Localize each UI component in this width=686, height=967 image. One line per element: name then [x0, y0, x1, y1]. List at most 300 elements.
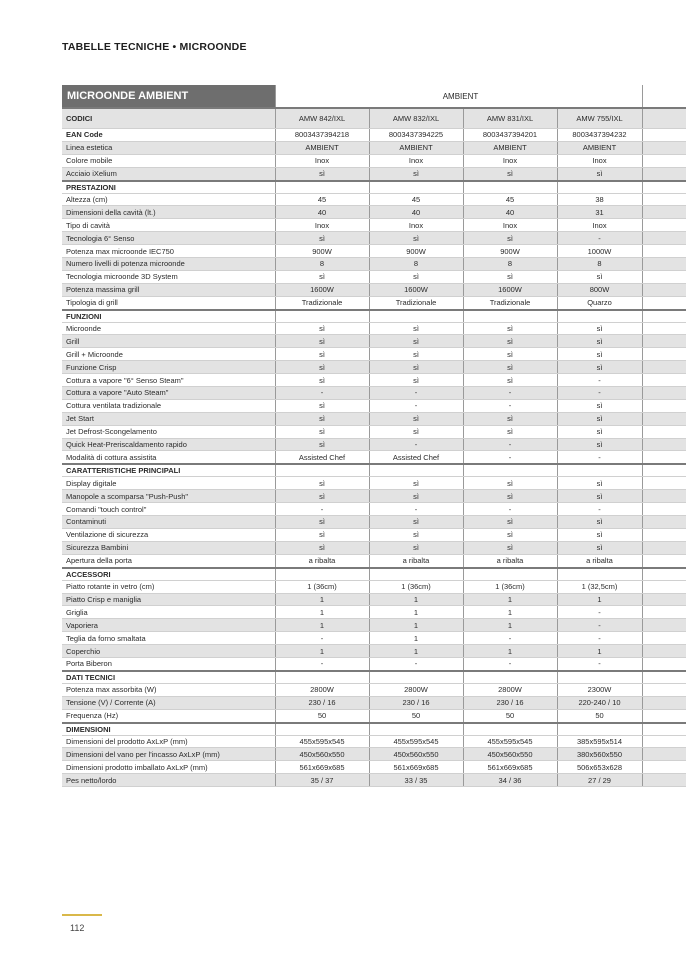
- table-row: [62, 154, 686, 167]
- row-label: Colore mobile: [62, 154, 275, 167]
- cell-value: 50: [557, 709, 642, 722]
- row-label: Vaporiera: [62, 619, 275, 632]
- cell-value: -: [463, 503, 557, 516]
- section-title: FUNZIONI: [62, 310, 275, 323]
- empty-column-cell: [642, 167, 686, 180]
- table-row: [62, 632, 686, 645]
- empty-column-cell: [642, 412, 686, 425]
- cell-value: sì: [557, 335, 642, 348]
- table-row: [62, 528, 686, 541]
- section-empty-cell: [642, 310, 686, 323]
- cell-value: sì: [463, 516, 557, 529]
- cell-value: 50: [275, 709, 369, 722]
- cell-value: -: [275, 387, 369, 400]
- empty-column-cell: [642, 516, 686, 529]
- empty-column-cell: [642, 696, 686, 709]
- row-label: Dimensioni prodotto imballato AxLxP (mm): [62, 761, 275, 774]
- cell-value: 1000W: [557, 245, 642, 258]
- cell-value: 38: [557, 193, 642, 206]
- empty-column-cell: [642, 270, 686, 283]
- cell-value: -: [463, 632, 557, 645]
- cell-value: 50: [463, 709, 557, 722]
- cell-value: a ribalta: [369, 554, 463, 567]
- cell-value: 1 (36cm): [463, 580, 557, 593]
- cell-value: sì: [557, 322, 642, 335]
- table-row: [62, 516, 686, 529]
- cell-value: Inox: [463, 154, 557, 167]
- row-label: Acciaio iXelium: [62, 167, 275, 180]
- empty-column-cell: [642, 361, 686, 374]
- empty-column-cell: [642, 735, 686, 748]
- cell-value: 900W: [275, 245, 369, 258]
- table-row: [62, 283, 686, 296]
- section-empty-cell: [557, 568, 642, 581]
- table-row: [62, 451, 686, 464]
- cell-value: sì: [463, 412, 557, 425]
- cell-value: 230 / 16: [369, 696, 463, 709]
- table-row: [62, 580, 686, 593]
- table-row: [62, 541, 686, 554]
- row-label: Tecnologia microonde 3D System: [62, 270, 275, 283]
- cell-value: 1: [369, 645, 463, 658]
- empty-column-cell: [642, 683, 686, 696]
- cell-value: 1: [463, 619, 557, 632]
- table-row: [62, 438, 686, 451]
- row-label: Piatto Crisp e maniglia: [62, 593, 275, 606]
- cell-value: -: [557, 619, 642, 632]
- cell-value: 1 (36cm): [369, 580, 463, 593]
- row-label: Tipo di cavità: [62, 219, 275, 232]
- row-label: Altezza (cm): [62, 193, 275, 206]
- cell-value: 450x560x550: [275, 748, 369, 761]
- section-header-row: [62, 464, 686, 477]
- section-empty-cell: [275, 464, 369, 477]
- model-code: AMW 831/IXL: [463, 108, 557, 129]
- cell-value: 455x595x545: [369, 735, 463, 748]
- cell-value: 1: [463, 593, 557, 606]
- cell-value: -: [557, 503, 642, 516]
- row-label: Manopole a scomparsa "Push-Push": [62, 490, 275, 503]
- cell-value: -: [463, 657, 557, 670]
- cell-value: -: [275, 632, 369, 645]
- cell-value: a ribalta: [275, 554, 369, 567]
- empty-column-cell: [642, 206, 686, 219]
- section-empty-cell: [275, 181, 369, 194]
- row-label: Tipologia di grill: [62, 296, 275, 309]
- empty-column-cell: [642, 606, 686, 619]
- empty-column-cell: [642, 387, 686, 400]
- cell-value: 8003437394225: [369, 129, 463, 142]
- empty-column-cell: [642, 193, 686, 206]
- section-title: DIMENSIONI: [62, 723, 275, 736]
- cell-value: -: [557, 657, 642, 670]
- cell-value: AMBIENT: [557, 141, 642, 154]
- cell-value: -: [369, 387, 463, 400]
- cell-value: 8003437394201: [463, 129, 557, 142]
- empty-column-cell: [642, 283, 686, 296]
- cell-value: sì: [463, 322, 557, 335]
- empty-column-cell: [642, 645, 686, 658]
- cell-value: sì: [275, 490, 369, 503]
- cell-value: sì: [557, 412, 642, 425]
- cell-value: sì: [369, 516, 463, 529]
- cell-value: 50: [369, 709, 463, 722]
- table-row: [62, 709, 686, 722]
- cell-value: sì: [369, 541, 463, 554]
- cell-value: 220-240 / 10: [557, 696, 642, 709]
- cell-value: 33 / 35: [369, 774, 463, 787]
- section-empty-cell: [557, 181, 642, 194]
- cell-value: 1: [463, 645, 557, 658]
- table-row: [62, 774, 686, 787]
- cell-value: sì: [369, 528, 463, 541]
- cell-value: 1: [369, 632, 463, 645]
- section-empty-cell: [369, 464, 463, 477]
- row-label: Coperchio: [62, 645, 275, 658]
- row-label: Tecnologia 6° Senso: [62, 232, 275, 245]
- table-row: [62, 129, 686, 142]
- line-name: AMBIENT: [275, 85, 642, 108]
- cell-value: -: [275, 657, 369, 670]
- cell-value: 1600W: [369, 283, 463, 296]
- cell-value: sì: [369, 167, 463, 180]
- empty-column-cell: [642, 232, 686, 245]
- cell-value: -: [463, 451, 557, 464]
- cell-value: Inox: [369, 154, 463, 167]
- row-label: EAN Code: [62, 129, 275, 142]
- cell-value: sì: [463, 232, 557, 245]
- table-row: [62, 645, 686, 658]
- cell-value: sì: [275, 167, 369, 180]
- table-row: [62, 232, 686, 245]
- specs-table: [62, 85, 686, 787]
- empty-column-cell: [642, 748, 686, 761]
- table-row: [62, 348, 686, 361]
- cell-value: sì: [463, 335, 557, 348]
- cell-value: 40: [463, 206, 557, 219]
- row-label: Quick Heat-Preriscaldamento rapido: [62, 438, 275, 451]
- cell-value: 40: [369, 206, 463, 219]
- cell-value: 1: [275, 606, 369, 619]
- section-empty-cell: [642, 671, 686, 684]
- cell-value: sì: [557, 167, 642, 180]
- empty-column-cell: [642, 490, 686, 503]
- table-row: [62, 167, 686, 180]
- cell-value: -: [557, 606, 642, 619]
- cell-value: 800W: [557, 283, 642, 296]
- cell-value: 900W: [369, 245, 463, 258]
- cell-value: 1: [369, 619, 463, 632]
- cell-value: sì: [369, 232, 463, 245]
- table-row: [62, 141, 686, 154]
- section-empty-cell: [275, 568, 369, 581]
- cell-value: sì: [275, 516, 369, 529]
- section-empty-cell: [275, 723, 369, 736]
- empty-column-cell: [642, 541, 686, 554]
- cell-value: sì: [463, 348, 557, 361]
- section-empty-cell: [463, 723, 557, 736]
- empty-column-cell: [642, 85, 686, 108]
- table-row: [62, 296, 686, 309]
- row-label: Piatto rotante in vetro (cm): [62, 580, 275, 593]
- table-row: [62, 606, 686, 619]
- cell-value: AMBIENT: [369, 141, 463, 154]
- codes-row: [62, 108, 686, 129]
- cell-value: sì: [463, 425, 557, 438]
- row-label: Funzione Crisp: [62, 361, 275, 374]
- section-empty-cell: [557, 723, 642, 736]
- cell-value: sì: [557, 425, 642, 438]
- row-label: Sicurezza Bambini: [62, 541, 275, 554]
- cell-value: sì: [369, 361, 463, 374]
- cell-value: AMBIENT: [275, 141, 369, 154]
- row-label: Dimensioni della cavità (lt.): [62, 206, 275, 219]
- table-row: [62, 490, 686, 503]
- cell-value: -: [463, 387, 557, 400]
- cell-value: sì: [557, 399, 642, 412]
- table-brand-row: [62, 85, 686, 108]
- empty-column-cell: [642, 657, 686, 670]
- row-label: Potenza massima grill: [62, 283, 275, 296]
- cell-value: 450x560x550: [369, 748, 463, 761]
- row-label: Numero livelli di potenza microonde: [62, 258, 275, 271]
- cell-value: 34 / 36: [463, 774, 557, 787]
- section-header-row: [62, 181, 686, 194]
- section-header-row: [62, 671, 686, 684]
- cell-value: Inox: [463, 219, 557, 232]
- section-empty-cell: [557, 310, 642, 323]
- table-row: [62, 374, 686, 387]
- cell-value: 230 / 16: [463, 696, 557, 709]
- empty-column-cell: [642, 451, 686, 464]
- cell-value: sì: [275, 270, 369, 283]
- cell-value: sì: [369, 477, 463, 490]
- cell-value: AMBIENT: [463, 141, 557, 154]
- row-label: Dimensioni del vano per l'incasso AxLxP (mm): [62, 748, 275, 761]
- table-row: [62, 657, 686, 670]
- cell-value: sì: [369, 348, 463, 361]
- section-title: CARATTERISTICHE PRINCIPALI: [62, 464, 275, 477]
- row-label: Grill: [62, 335, 275, 348]
- table-row: [62, 335, 686, 348]
- cell-value: sì: [463, 167, 557, 180]
- cell-value: sì: [557, 516, 642, 529]
- cell-value: -: [557, 632, 642, 645]
- cell-value: -: [369, 503, 463, 516]
- cell-value: 1600W: [275, 283, 369, 296]
- cell-value: Inox: [557, 219, 642, 232]
- cell-value: -: [557, 387, 642, 400]
- cell-value: -: [463, 399, 557, 412]
- table-row: [62, 619, 686, 632]
- cell-value: 1: [275, 645, 369, 658]
- cell-value: Quarzo: [557, 296, 642, 309]
- cell-value: sì: [275, 528, 369, 541]
- cell-value: sì: [369, 490, 463, 503]
- cell-value: sì: [275, 374, 369, 387]
- cell-value: sì: [275, 348, 369, 361]
- cell-value: sì: [557, 348, 642, 361]
- table-row: [62, 270, 686, 283]
- cell-value: sì: [557, 361, 642, 374]
- table-row: [62, 245, 686, 258]
- cell-value: 8: [275, 258, 369, 271]
- cell-value: 31: [557, 206, 642, 219]
- cell-value: 1: [557, 593, 642, 606]
- cell-value: sì: [369, 322, 463, 335]
- empty-column-cell: [642, 245, 686, 258]
- cell-value: 8: [557, 258, 642, 271]
- section-empty-cell: [369, 181, 463, 194]
- empty-column-cell: [642, 108, 686, 129]
- row-label: Pes netto/lordo: [62, 774, 275, 787]
- cell-value: sì: [557, 541, 642, 554]
- section-empty-cell: [369, 671, 463, 684]
- cell-value: sì: [463, 270, 557, 283]
- empty-column-cell: [642, 438, 686, 451]
- cell-value: 1 (36cm): [275, 580, 369, 593]
- table-row: [62, 696, 686, 709]
- empty-column-cell: [642, 258, 686, 271]
- empty-column-cell: [642, 477, 686, 490]
- empty-column-cell: [642, 709, 686, 722]
- section-empty-cell: [642, 723, 686, 736]
- codes-label: CODICI: [62, 108, 275, 129]
- cell-value: sì: [369, 425, 463, 438]
- table-row: [62, 206, 686, 219]
- table-row: [62, 503, 686, 516]
- row-label: Jet Defrost-Scongelamento: [62, 425, 275, 438]
- cell-value: sì: [275, 361, 369, 374]
- table-row: [62, 683, 686, 696]
- row-label: Cottura a vapore "6° Senso Steam": [62, 374, 275, 387]
- cell-value: 1600W: [463, 283, 557, 296]
- cell-value: sì: [463, 490, 557, 503]
- cell-value: 1 (32,5cm): [557, 580, 642, 593]
- empty-column-cell: [642, 580, 686, 593]
- cell-value: sì: [369, 335, 463, 348]
- empty-column-cell: [642, 296, 686, 309]
- table-row: [62, 361, 686, 374]
- empty-column-cell: [642, 619, 686, 632]
- cell-value: 450x560x550: [463, 748, 557, 761]
- table-row: [62, 258, 686, 271]
- cell-value: 1: [557, 645, 642, 658]
- cell-value: 561x669x685: [369, 761, 463, 774]
- cell-value: 455x595x545: [275, 735, 369, 748]
- empty-column-cell: [642, 774, 686, 787]
- cell-value: sì: [275, 322, 369, 335]
- section-empty-cell: [557, 671, 642, 684]
- cell-value: 455x595x545: [463, 735, 557, 748]
- cell-value: sì: [463, 477, 557, 490]
- cell-value: sì: [275, 477, 369, 490]
- cell-value: 1: [369, 606, 463, 619]
- row-label: Cottura a vapore "Auto Steam": [62, 387, 275, 400]
- section-empty-cell: [642, 464, 686, 477]
- cell-value: sì: [275, 232, 369, 245]
- cell-value: sì: [369, 270, 463, 283]
- cell-value: -: [557, 374, 642, 387]
- empty-column-cell: [642, 219, 686, 232]
- cell-value: sì: [557, 270, 642, 283]
- cell-value: -: [463, 438, 557, 451]
- row-label: Griglia: [62, 606, 275, 619]
- row-label: Microonde: [62, 322, 275, 335]
- section-empty-cell: [463, 181, 557, 194]
- table-row: [62, 477, 686, 490]
- cell-value: 1: [463, 606, 557, 619]
- cell-value: 900W: [463, 245, 557, 258]
- cell-value: sì: [275, 335, 369, 348]
- cell-value: -: [557, 451, 642, 464]
- table-row: [62, 735, 686, 748]
- section-empty-cell: [369, 568, 463, 581]
- cell-value: 2800W: [369, 683, 463, 696]
- cell-value: 8: [463, 258, 557, 271]
- row-label: Potenza max microonde IEC750: [62, 245, 275, 258]
- cell-value: 506x653x628: [557, 761, 642, 774]
- cell-value: 8003437394232: [557, 129, 642, 142]
- page-number: 112: [70, 923, 85, 933]
- table-row: [62, 425, 686, 438]
- model-code: AMW 832/IXL: [369, 108, 463, 129]
- cell-value: 561x669x685: [463, 761, 557, 774]
- empty-column-cell: [642, 632, 686, 645]
- model-code: AMW 755/IXL: [557, 108, 642, 129]
- cell-value: sì: [557, 490, 642, 503]
- cell-value: 35 / 37: [275, 774, 369, 787]
- cell-value: -: [369, 657, 463, 670]
- table-row: [62, 748, 686, 761]
- cell-value: 45: [463, 193, 557, 206]
- row-label: Modalità di cottura assistita: [62, 451, 275, 464]
- cell-value: sì: [275, 399, 369, 412]
- cell-value: 1: [275, 619, 369, 632]
- cell-value: sì: [463, 528, 557, 541]
- cell-value: a ribalta: [463, 554, 557, 567]
- table-header-label: MICROONDE AMBIENT: [62, 85, 275, 108]
- empty-column-cell: [642, 425, 686, 438]
- cell-value: Inox: [275, 219, 369, 232]
- row-label: Apertura della porta: [62, 554, 275, 567]
- cell-value: sì: [463, 374, 557, 387]
- cell-value: Inox: [369, 219, 463, 232]
- table-row: [62, 193, 686, 206]
- section-empty-cell: [463, 310, 557, 323]
- cell-value: Assisted Chef: [275, 451, 369, 464]
- section-empty-cell: [369, 723, 463, 736]
- cell-value: 8: [369, 258, 463, 271]
- row-label: Grill + Microonde: [62, 348, 275, 361]
- cell-value: sì: [463, 541, 557, 554]
- cell-value: a ribalta: [557, 554, 642, 567]
- row-label: Comandi "touch control": [62, 503, 275, 516]
- section-empty-cell: [275, 671, 369, 684]
- empty-column-cell: [642, 335, 686, 348]
- cell-value: sì: [369, 374, 463, 387]
- cell-value: sì: [369, 412, 463, 425]
- empty-column-cell: [642, 141, 686, 154]
- row-label: Contaminuti: [62, 516, 275, 529]
- footer-accent-line: [62, 914, 102, 916]
- row-label: Porta Biberon: [62, 657, 275, 670]
- cell-value: sì: [557, 477, 642, 490]
- cell-value: sì: [557, 528, 642, 541]
- row-label: Frequenza (Hz): [62, 709, 275, 722]
- table-row: [62, 761, 686, 774]
- section-title: PRESTAZIONI: [62, 181, 275, 194]
